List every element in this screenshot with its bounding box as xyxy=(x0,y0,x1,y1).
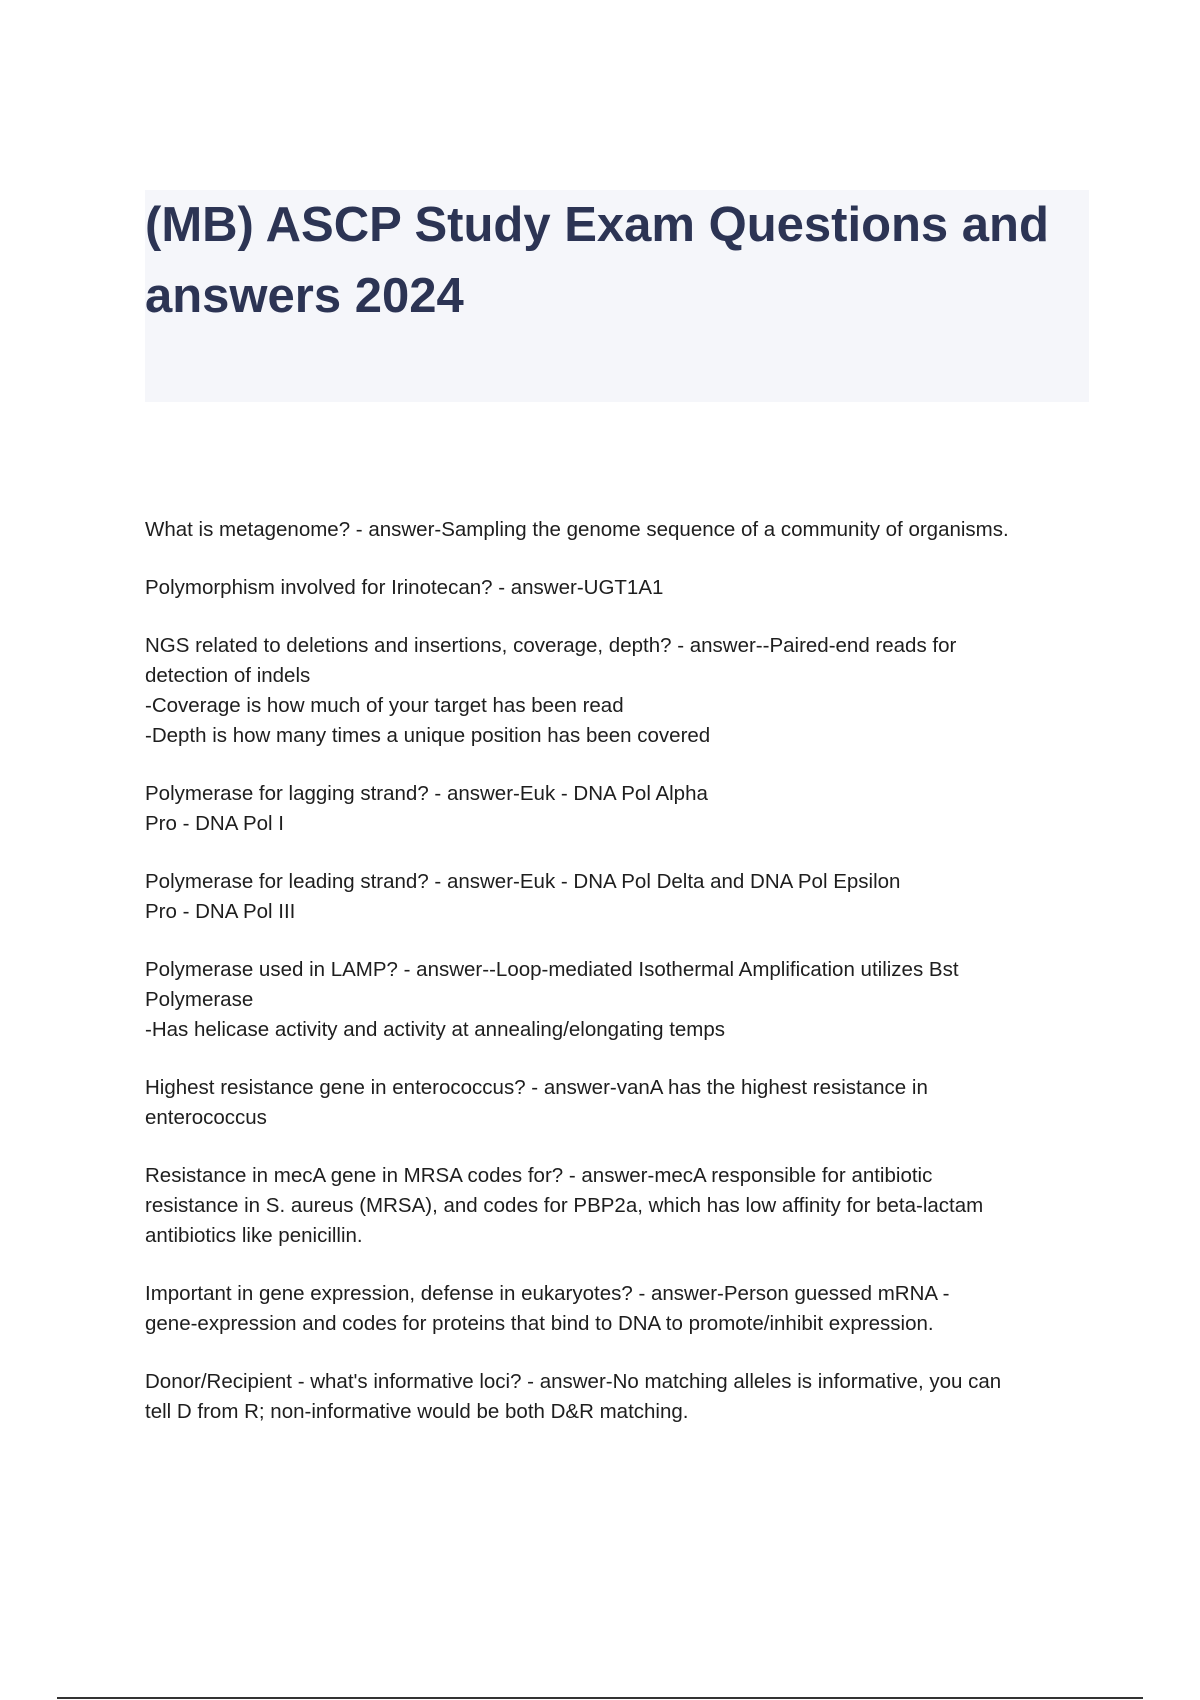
qa-item xyxy=(145,573,1095,603)
qa-line: Important in gene expression, defense in eukaryotes? - answer-Person guessed mRNA - xyxy=(145,1282,950,1305)
qa-item xyxy=(145,515,1095,545)
qa-line: enterococcus xyxy=(145,1106,267,1129)
qa-line: Polymorphism involved for Irinotecan? - answer-UGT1A1 xyxy=(145,576,664,599)
qa-item xyxy=(145,1279,1095,1339)
qa-line: -Has helicase activity and activity at annealing/elongating temps xyxy=(145,1018,726,1041)
footer-divider xyxy=(57,1697,1143,1699)
qa-line: Pro - DNA Pol I xyxy=(145,812,284,835)
qa-list xyxy=(145,515,1095,1455)
qa-line: Resistance in mecA gene in MRSA codes for? - answer-mecA responsible for antibiotic xyxy=(145,1164,933,1187)
qa-line: resistance in S. aureus (MRSA), and codes for PBP2a, which has low affinity for beta-lactam xyxy=(145,1194,984,1217)
qa-line: Pro - DNA Pol III xyxy=(145,900,296,923)
qa-line: Donor/Recipient - what's informative loci? - answer-No matching alleles is informative, you can xyxy=(145,1370,1002,1393)
qa-line: Polymerase xyxy=(145,988,254,1011)
qa-item xyxy=(145,1161,1095,1251)
qa-item xyxy=(145,1367,1095,1427)
document-title: (MB) ASCP Study Exam Questions and answers 2024 xyxy=(145,198,1049,323)
qa-line: What is metagenome? - answer-Sampling the genome sequence of a community of organisms. xyxy=(145,518,1009,541)
qa-line: Highest resistance gene in enterococcus? - answer-vanA has the highest resistance in xyxy=(145,1076,928,1099)
title-banner xyxy=(145,190,1089,402)
qa-line: detection of indels xyxy=(145,664,311,687)
qa-line: -Coverage is how much of your target has been read xyxy=(145,694,624,717)
qa-line: antibiotics like penicillin. xyxy=(145,1224,363,1247)
qa-line: NGS related to deletions and insertions, coverage, depth? - answer--Paired-end reads for xyxy=(145,634,957,657)
qa-item xyxy=(145,867,1095,927)
qa-line: Polymerase for lagging strand? - answer-Euk - DNA Pol Alpha xyxy=(145,782,708,805)
qa-item xyxy=(145,779,1095,839)
qa-line: Polymerase for leading strand? - answer-Euk - DNA Pol Delta and DNA Pol Epsilon xyxy=(145,870,901,893)
qa-line: tell D from R; non-informative would be both D&R matching. xyxy=(145,1400,689,1423)
qa-line: gene-expression and codes for proteins that bind to DNA to promote/inhibit expression. xyxy=(145,1312,934,1335)
qa-item xyxy=(145,631,1095,751)
qa-line: Polymerase used in LAMP? - answer--Loop-mediated Isothermal Amplification utilizes Bst xyxy=(145,958,959,981)
qa-line: -Depth is how many times a unique position has been covered xyxy=(145,724,711,747)
qa-item xyxy=(145,955,1095,1045)
qa-item xyxy=(145,1073,1095,1133)
